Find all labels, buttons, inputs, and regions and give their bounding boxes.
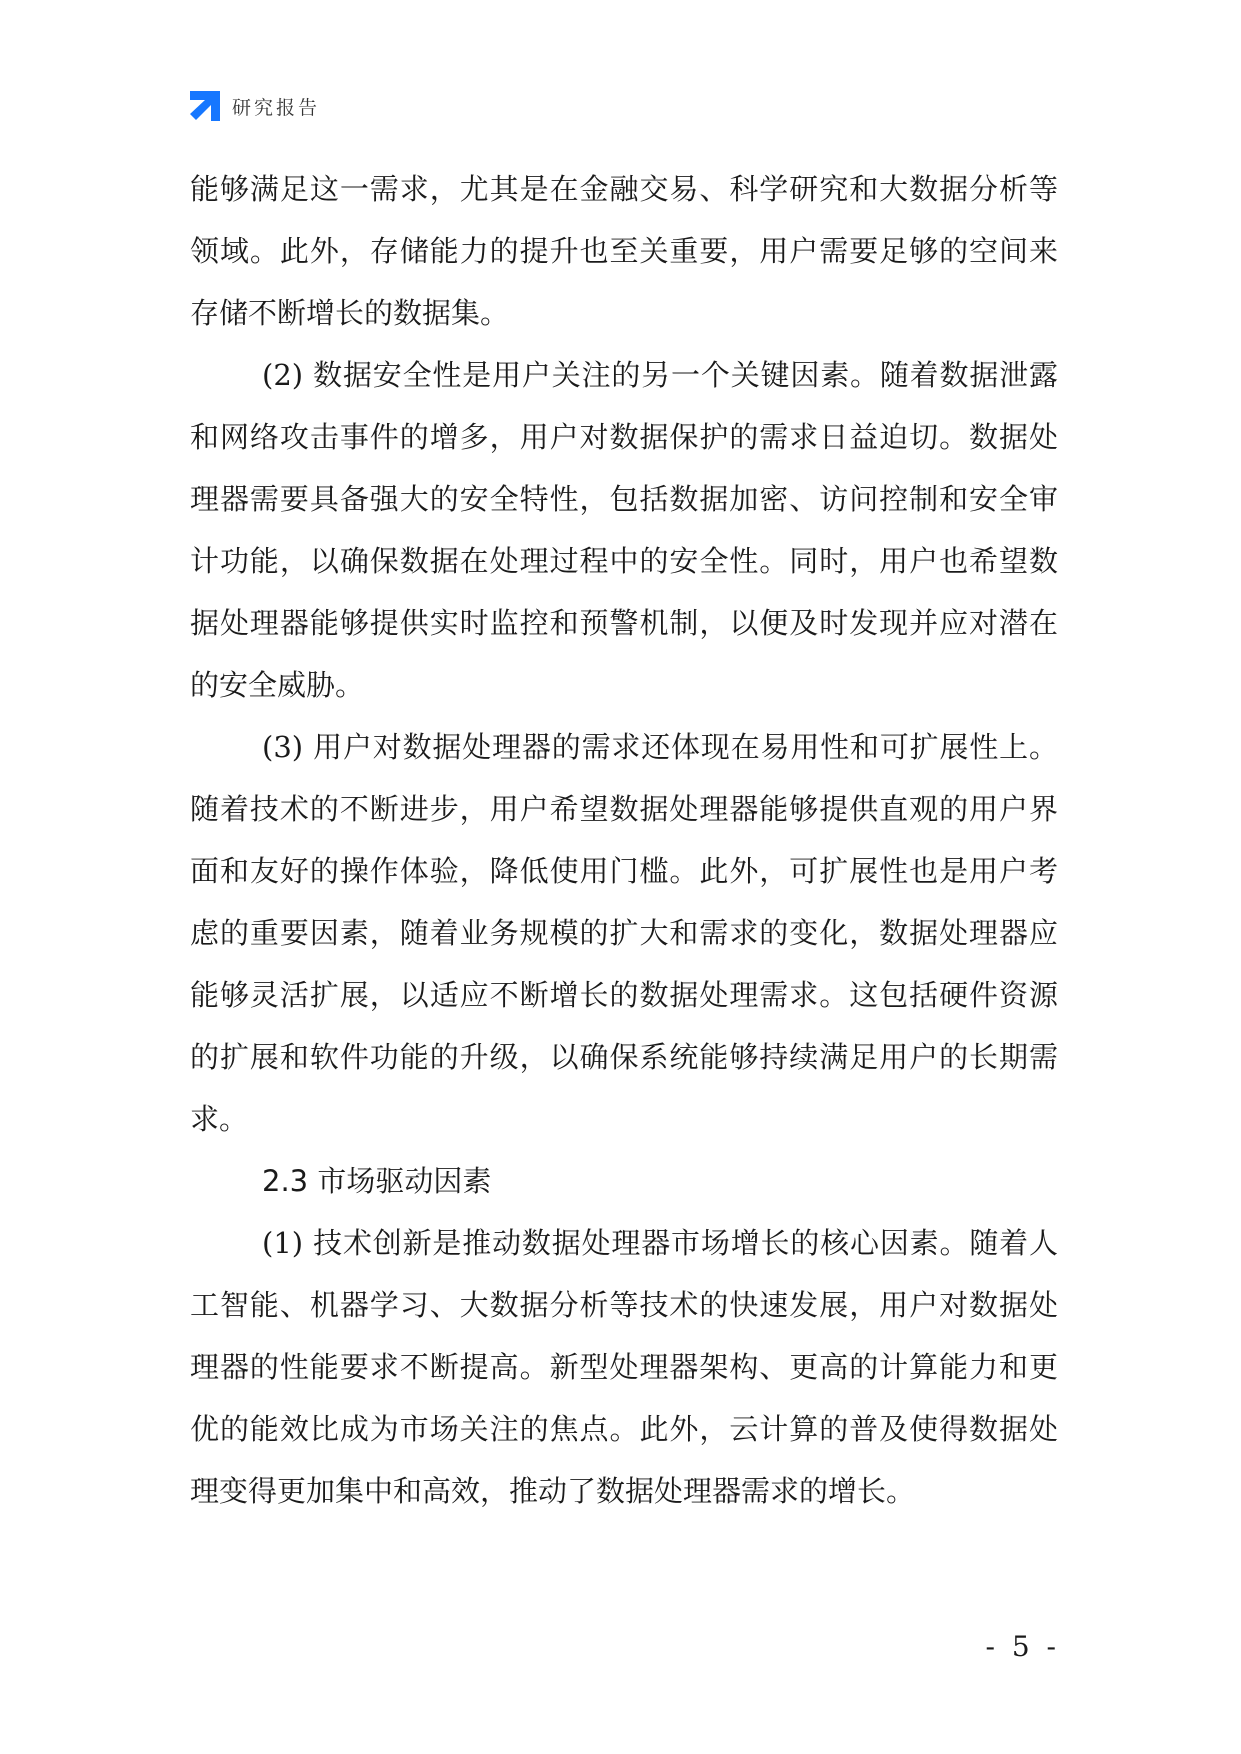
document-body	[190, 158, 1058, 1522]
page-number: - 5 -	[985, 1630, 1060, 1663]
header-title: 研究报告	[232, 96, 321, 119]
report-header	[190, 88, 320, 124]
paragraph-technology-innovation: (1) 技术创新是推动数据处理器市场增长的核心因素。随着人工智能、机器学习、大数据分析等技术的快速发展，用户对数据处理器的性能要求不断提高。新型处理器架构、更高的计算能力和更优的能效比成为市场关注的焦点。此外，云计算的普及使得数据处理变得更加集中和高效，推动了数据处理器需求的增长。	[190, 1226, 1058, 1508]
section-heading: 2.3 市场驱动因素	[262, 1164, 492, 1198]
arrow-up-right-icon	[190, 91, 220, 121]
paragraph-usability-scalability: (3) 用户对数据处理器的需求还体现在易用性和可扩展性上。随着技术的不断进步，用户希望数据处理器能够提供直观的用户界面和友好的操作体验，降低使用门槛。此外，可扩展性也是用户考虑的重要因素，随着业务规模的扩大和需求的变化，数据处理器应能够灵活扩展，以适应不断增长的数据处理需求。这包括硬件资源的扩展和软件功能的升级，以确保系统能够持续满足用户的长期需求。	[190, 730, 1058, 1136]
paragraph-data-security: (2) 数据安全性是用户关注的另一个关键因素。随着数据泄露和网络攻击事件的增多，用户对数据保护的需求日益迫切。数据处理器需要具备强大的安全特性，包括数据加密、访问控制和安全审计功能，以确保数据在处理过程中的安全性。同时，用户也希望数据处理器能够提供实时监控和预警机制，以便及时发现并应对潜在的安全威胁。	[190, 358, 1058, 702]
paragraph-continuation: 能够满足这一需求，尤其是在金融交易、科学研究和大数据分析等领域。此外，存储能力的提升也至关重要，用户需要足够的空间来存储不断增长的数据集。	[190, 172, 1058, 330]
